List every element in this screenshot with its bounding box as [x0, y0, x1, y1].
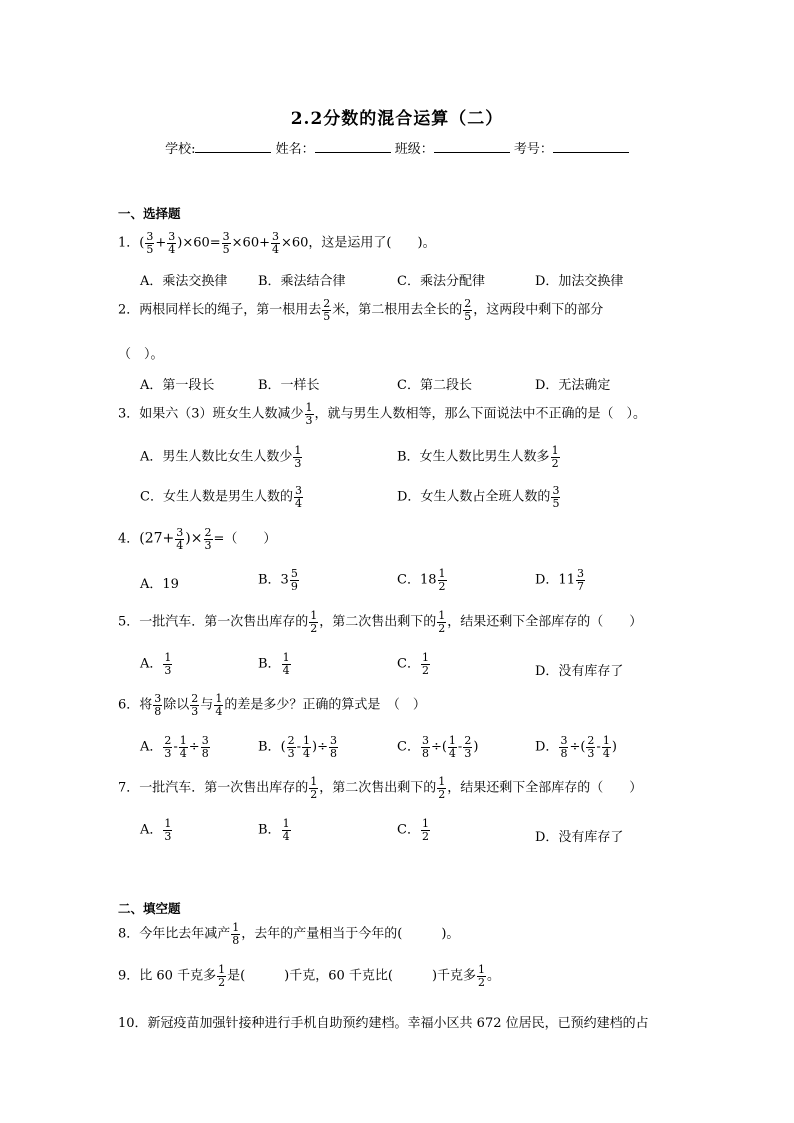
- question-5: 5．一批汽车．第一次售出库存的 $\frac{1}{2}$ ，第二次售出剩下的 $\frac{1}{2}$ ，结果还剩下全部库存的（ ）: [118, 609, 643, 635]
- name-blank: [315, 140, 391, 153]
- page-title: 2.2分数的混合运算（二）: [290, 109, 504, 129]
- question-4: 4．(27+ $\frac{3}{4}$ )× $\frac{2}{3}$ =（ ）: [118, 526, 277, 552]
- q7-option-c: C． $\frac{1}{2}$: [397, 817, 429, 843]
- q3-option-a: A．男生人数比女生人数少 $\frac{1}{3}$: [140, 444, 302, 470]
- question-7: 7．一批汽车．第一次售出库存的 $\frac{1}{2}$ ，第二次售出剩下的 $\frac{1}{2}$ ，结果还剩下全部库存的（ ）: [118, 775, 643, 801]
- class-label: 班级：: [394, 142, 434, 157]
- q1-option-c: C．乘法分配律: [397, 274, 485, 289]
- exam-blank: [553, 140, 629, 153]
- q3-option-b: B．女生人数比男生人数多 $\frac{1}{2}$: [397, 444, 559, 470]
- question-2-line2: （ ）。: [118, 347, 164, 362]
- q4-option-c: C．18 $\frac{1}{2}$: [397, 567, 446, 593]
- q5-option-c: C． $\frac{1}{2}$: [397, 651, 429, 677]
- q4-option-b: B．3 $\frac{5}{9}$: [258, 567, 298, 593]
- q7-option-d: D．没有库存了: [535, 830, 624, 845]
- q3-option-d: D．女生人数占全班人数的 $\frac{3}{5}$: [397, 484, 560, 510]
- q1-option-b: B．乘法结合律: [258, 274, 346, 289]
- q4-option-a: A．19: [140, 577, 179, 592]
- q5-option-b: B． $\frac{1}{4}$: [258, 651, 290, 677]
- q5-option-d: D．没有库存了: [535, 664, 624, 679]
- question-9: 9．比 60 千克多 $\frac{1}{2}$ 是( )千克，60 千克比( )千克多 $\frac{1}{2}$ 。: [118, 963, 501, 989]
- q2-option-a: A．第一段长: [140, 378, 215, 393]
- q5-option-a: A． $\frac{1}{3}$: [140, 651, 172, 677]
- q2-option-b: B．一样长: [258, 378, 320, 393]
- q6-option-a: A． $\frac{2}{3}$ - $\frac{1}{4}$ ÷ $\frac{3}{8}$: [140, 734, 209, 760]
- exam-label: 考号：: [513, 142, 553, 157]
- name-label: 姓名：: [275, 142, 315, 157]
- q4-option-d: D．11 $\frac{3}{7}$: [535, 567, 584, 593]
- question-10: 10．新冠疫苗加强针接种进行手机自助预约建档。幸福小区共 672 位居民，已预约建档的占: [118, 1016, 649, 1031]
- q7-option-a: A． $\frac{1}{3}$: [140, 817, 172, 843]
- q2-option-d: D．无法确定: [535, 378, 611, 393]
- q6-option-b: B．( $\frac{2}{3}$ - $\frac{1}{4}$ )÷ $\frac{3}{8}$: [258, 734, 338, 760]
- q6-option-c: C． $\frac{3}{8}$ ÷( $\frac{1}{4}$ - $\frac{2}{3}$ ): [397, 734, 479, 760]
- question-1: 1．( $\frac{3}{5}$ + $\frac{3}{4}$ )×60= $\frac{3}{5}$ ×60+ $\frac{3}{4}$ ×60，这是运用了( )。: [118, 230, 436, 256]
- q7-option-b: B． $\frac{1}{4}$: [258, 817, 290, 843]
- section-choice: 一、选择题: [118, 206, 181, 221]
- school-blank: [195, 140, 271, 153]
- q6-option-d: D． $\frac{3}{8}$ ÷( $\frac{2}{3}$ - $\frac{1}{4}$ ): [535, 734, 617, 760]
- question-6: 6．将 $\frac{3}{8}$ 除以 $\frac{2}{3}$ 与 $\frac{1}{4}$ 的差是多少？正确的算式是 （ ）: [118, 692, 426, 718]
- question-2: 2．两根同样长的绳子，第一根用去 $\frac{2}{5}$ 米，第二根用去全长的 $\frac{2}{5}$ ，这两段中剩下的部分: [118, 297, 604, 323]
- q3-option-c: C．女生人数是男生人数的 $\frac{3}{4}$: [140, 484, 302, 510]
- section-fill: 二、填空题: [118, 901, 181, 916]
- question-3: 3．如果六（3）班女生人数减少 $\frac{1}{3}$ ，就与男生人数相等，那么下面说法中不正确的是（ ）。: [118, 401, 647, 427]
- question-8: 8．今年比去年减产 $\frac{1}{8}$ ，去年的产量相当于今年的( )。: [118, 921, 460, 947]
- student-info-line: [0, 138, 794, 157]
- class-blank: [434, 140, 510, 153]
- school-label: 学校:: [165, 142, 196, 157]
- q1-option-d: D．加法交换律: [535, 274, 624, 289]
- q1-option-a: A．乘法交换律: [140, 274, 228, 289]
- q2-option-c: C．第二段长: [397, 378, 472, 393]
